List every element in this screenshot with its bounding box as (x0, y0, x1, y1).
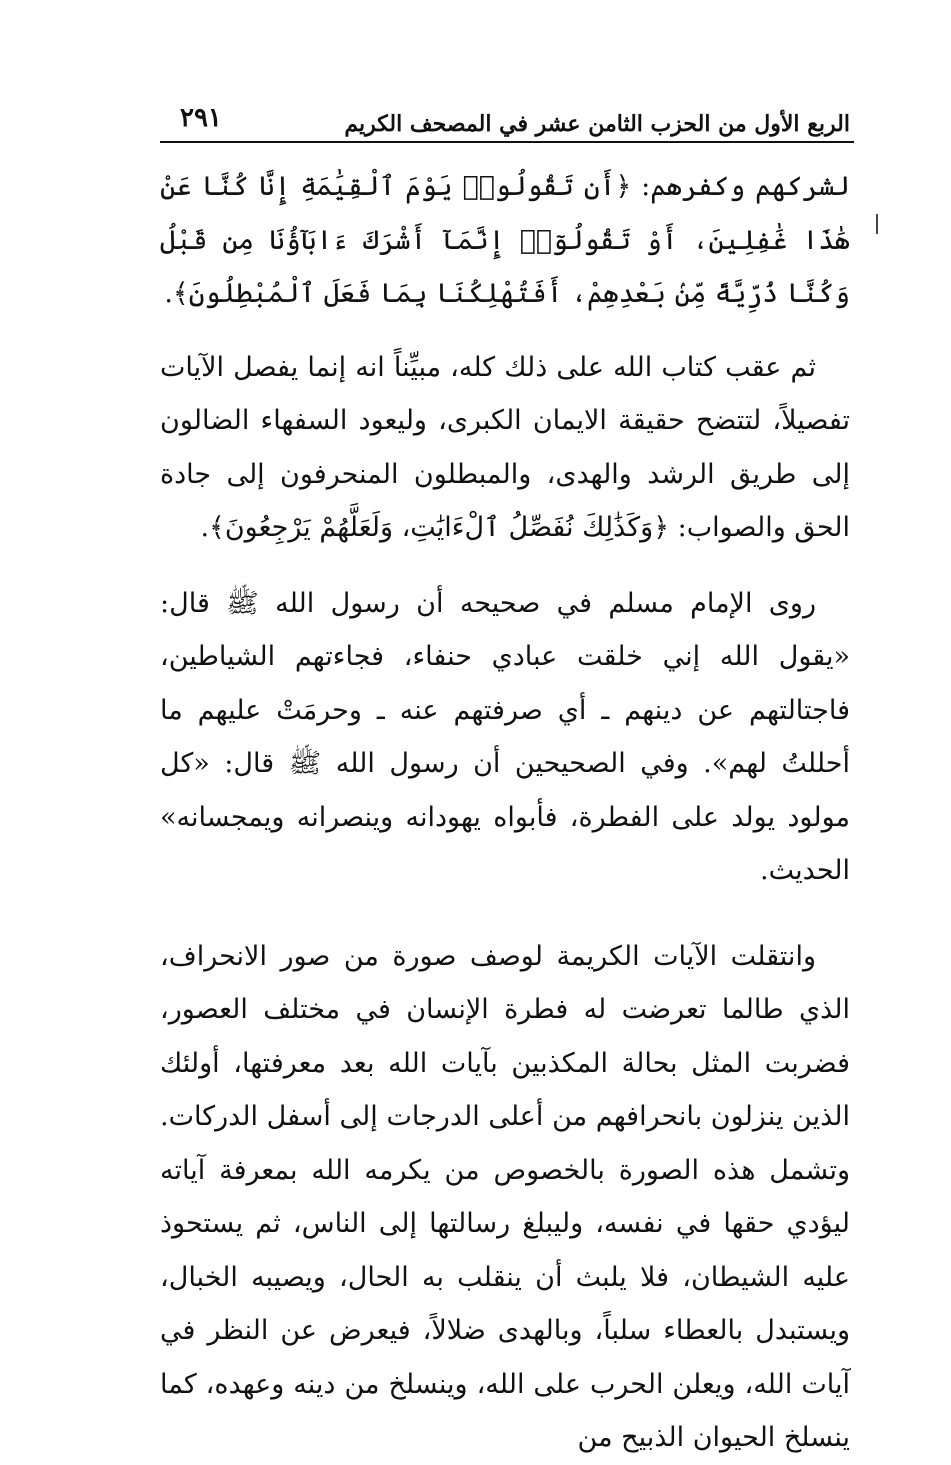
page-body (160, 160, 850, 1465)
paragraph-3: روى الإمام مسلم في صحيحه أن رسول الله ﷺ قال: «يقول الله إني خلقت عبادي حنفاء، فجاءتهم الشياطين، فاجتالتهم عن دينهم ـ أي صرفتهم عنه ـ وحرمَتْ عليهم ما أحللتُ لهم». وفي الصحيحين أن رسول الله ﷺ قال: «كل مولود يولد على الفطرة، فأبواه يهودانه وينصرانه ويمجسانه» الحديث. (160, 587, 850, 886)
page-number: ٢٩١ (180, 103, 222, 133)
paragraph-4: وانتقلت الآيات الكريمة لوصف صورة من صور الانحراف، الذي طالما تعرضت له فطرة الإنسان في مختلف العصور، فضربت المثل بحالة المكذبين بآيات الله بعد معرفتها، أولئك الذين ينزلون بانحرافهم من أعلى الدرجات إلى أسفل الدركات. وتشمل هذه الصورة بالخصوص من يكرمه الله بمعرفة آياته ليؤدي حقها في نفسه، وليبلغ رسالتها إلى الناس، ثم يستحوذ عليه الشيطان، فلا يلبث أن ينقلب به الحال، ويصيبه الخبال، ويستبدل بالعطاء سلباً، وبالهدى ضلالاً، فيعرض عن النظر في آيات الله، ويعلن الحرب على الله، وينسلخ من دينه وعهده، كما ينسلخ الحيوان الذبيح من (160, 940, 850, 1453)
paragraph-2: ثم عقب كتاب الله على ذلك كله، مبيِّناً انه إنما يفصل الآيات تفصيلاً، لتتضح حقيقة الايمان الكبرى، وليعود السفهاء الضالون إلى طريق الرشد والهدى، والمبطلون المنحرفون إلى جادة الحق والصواب: ﴿وَكَذَٰلِكَ نُفَصِّلُ ٱلْءَايَٰتِ، وَلَعَلَّهُمْ يَرْجِعُونَ﴾. (160, 351, 850, 543)
paragraph-1: لشركهم وكفرهم: ﴿أَن تَقُولُوا۟ يَوْمَ ٱلْقِيَٰمَةِ إِنَّا كُنَّا عَنْ هَٰذَا غَٰفِلِينَ، أَوْ تَقُولُوٓا۟ إِنَّمَآ أَشْرَكَ ءَابَآؤُنَا مِن قَبْلُ وَكُنَّا ذُرِّيَّةً مِّنۢ بَعْدِهِمْ، أَفَتُهْلِكُنَا بِمَا فَعَلَ ٱلْمُبْطِلُونَ﴾. (160, 171, 850, 309)
running-title: الربع الأول من الحزب الثامن عشر في المصحف الكريم (344, 111, 850, 137)
header-divider (160, 141, 854, 143)
margin-mark (876, 214, 878, 234)
page-header (160, 103, 854, 143)
